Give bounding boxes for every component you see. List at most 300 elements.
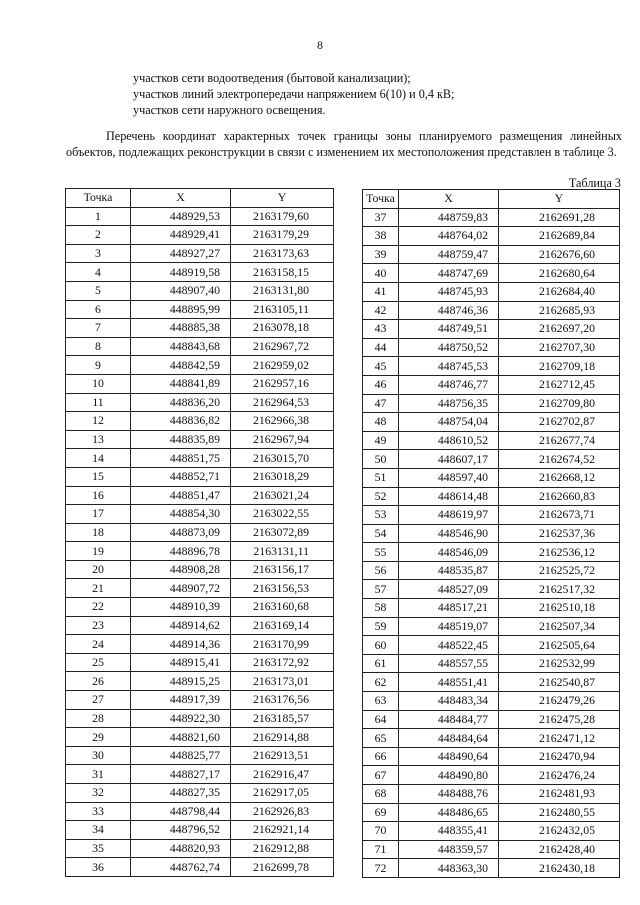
bullet-item: участков линий электропередачи напряжением 6(10) и 0,4 кВ;	[133, 87, 455, 102]
table-row	[66, 356, 334, 375]
cell-point-number: 28	[66, 709, 131, 728]
cell-x-coordinate: 448825,77	[131, 746, 231, 765]
table-row	[66, 300, 334, 319]
cell-point-number: 26	[66, 672, 131, 691]
cell-x-coordinate: 448907,72	[131, 579, 231, 598]
table-row	[363, 524, 620, 543]
cell-y-coordinate: 2163021,24	[231, 486, 334, 505]
table-row	[66, 709, 334, 728]
cell-point-number: 63	[363, 692, 399, 711]
table-row	[363, 840, 620, 859]
cell-y-coordinate: 2162480,55	[499, 803, 620, 822]
table-row	[66, 207, 334, 226]
cell-x-coordinate: 448546,90	[399, 524, 499, 543]
table-row	[66, 430, 334, 449]
table-caption: Таблица 3	[568, 176, 621, 190]
cell-point-number: 11	[66, 393, 131, 412]
cell-y-coordinate: 2162699,78	[231, 858, 334, 877]
cell-point-number: 48	[363, 413, 399, 432]
cell-y-coordinate: 2162676,60	[499, 245, 620, 264]
table-row	[66, 263, 334, 282]
cell-x-coordinate: 448841,89	[131, 374, 231, 393]
cell-x-coordinate: 448910,39	[131, 598, 231, 617]
cell-point-number: 39	[363, 245, 399, 264]
cell-x-coordinate: 448490,64	[399, 747, 499, 766]
table-row	[66, 839, 334, 858]
cell-x-coordinate: 448852,71	[131, 467, 231, 486]
table-row	[363, 208, 620, 227]
cell-x-coordinate: 448907,40	[131, 281, 231, 300]
cell-x-coordinate: 448842,59	[131, 356, 231, 375]
cell-x-coordinate: 448359,57	[399, 840, 499, 859]
cell-y-coordinate: 2162517,32	[499, 580, 620, 599]
cell-y-coordinate: 2163176,56	[231, 691, 334, 710]
cell-x-coordinate: 448484,77	[399, 710, 499, 729]
cell-point-number: 23	[66, 616, 131, 635]
cell-y-coordinate: 2162957,16	[231, 374, 334, 393]
cell-x-coordinate: 448355,41	[399, 822, 499, 841]
cell-y-coordinate: 2163078,18	[231, 319, 334, 338]
cell-y-coordinate: 2163158,15	[231, 263, 334, 282]
cell-y-coordinate: 2163173,63	[231, 244, 334, 263]
cell-point-number: 44	[363, 338, 399, 357]
table-row	[66, 412, 334, 431]
cell-x-coordinate: 448597,40	[399, 468, 499, 487]
table-row	[66, 728, 334, 747]
cell-y-coordinate: 2162926,83	[231, 802, 334, 821]
table-row	[363, 766, 620, 785]
cell-x-coordinate: 448851,47	[131, 486, 231, 505]
table-row	[66, 784, 334, 803]
table-row	[363, 431, 620, 450]
cell-y-coordinate: 2162917,05	[231, 784, 334, 803]
cell-point-number: 62	[363, 673, 399, 692]
cell-x-coordinate: 448827,17	[131, 765, 231, 784]
cell-x-coordinate: 448535,87	[399, 561, 499, 580]
cell-point-number: 43	[363, 320, 399, 339]
cell-point-number: 70	[363, 822, 399, 841]
cell-point-number: 60	[363, 636, 399, 655]
cell-point-number: 31	[66, 765, 131, 784]
cell-point-number: 71	[363, 840, 399, 859]
cell-point-number: 49	[363, 431, 399, 450]
table-row	[363, 413, 620, 432]
table-row	[66, 858, 334, 877]
table-row	[66, 635, 334, 654]
cell-point-number: 34	[66, 821, 131, 840]
cell-x-coordinate: 448922,30	[131, 709, 231, 728]
column-header-y: Y	[499, 190, 620, 209]
cell-y-coordinate: 2162967,94	[231, 430, 334, 449]
cell-x-coordinate: 448557,55	[399, 654, 499, 673]
cell-x-coordinate: 448895,99	[131, 300, 231, 319]
cell-point-number: 13	[66, 430, 131, 449]
cell-point-number: 37	[363, 208, 399, 227]
cell-y-coordinate: 2162476,24	[499, 766, 620, 785]
table-row	[363, 264, 620, 283]
cell-point-number: 17	[66, 505, 131, 524]
cell-y-coordinate: 2163156,17	[231, 560, 334, 579]
cell-point-number: 42	[363, 301, 399, 320]
cell-y-coordinate: 2162428,40	[499, 840, 620, 859]
cell-x-coordinate: 448854,30	[131, 505, 231, 524]
cell-x-coordinate: 448749,51	[399, 320, 499, 339]
cell-x-coordinate: 448896,78	[131, 542, 231, 561]
cell-point-number: 5	[66, 281, 131, 300]
cell-x-coordinate: 448908,28	[131, 560, 231, 579]
cell-x-coordinate: 448486,65	[399, 803, 499, 822]
cell-x-coordinate: 448483,34	[399, 692, 499, 711]
cell-y-coordinate: 2163179,60	[231, 207, 334, 226]
cell-y-coordinate: 2162702,87	[499, 413, 620, 432]
cell-y-coordinate: 2162680,64	[499, 264, 620, 283]
cell-point-number: 38	[363, 227, 399, 246]
cell-y-coordinate: 2162921,14	[231, 821, 334, 840]
cell-point-number: 53	[363, 506, 399, 525]
cell-y-coordinate: 2163173,01	[231, 672, 334, 691]
cell-y-coordinate: 2162510,18	[499, 599, 620, 618]
cell-x-coordinate: 448820,93	[131, 839, 231, 858]
table-row	[363, 617, 620, 636]
cell-y-coordinate: 2162540,87	[499, 673, 620, 692]
cell-x-coordinate: 448745,93	[399, 282, 499, 301]
cell-x-coordinate: 448851,75	[131, 449, 231, 468]
table-row	[66, 802, 334, 821]
cell-point-number: 46	[363, 375, 399, 394]
cell-point-number: 12	[66, 412, 131, 431]
cell-y-coordinate: 2162536,12	[499, 543, 620, 562]
cell-x-coordinate: 448759,83	[399, 208, 499, 227]
cell-x-coordinate: 448917,39	[131, 691, 231, 710]
cell-point-number: 69	[363, 803, 399, 822]
table-row	[363, 803, 620, 822]
cell-x-coordinate: 448835,89	[131, 430, 231, 449]
table-row	[363, 822, 620, 841]
cell-point-number: 54	[363, 524, 399, 543]
cell-y-coordinate: 2162430,18	[499, 859, 620, 878]
cell-point-number: 10	[66, 374, 131, 393]
cell-y-coordinate: 2162685,93	[499, 301, 620, 320]
cell-y-coordinate: 2163156,53	[231, 579, 334, 598]
bullet-item: участков сети водоотведения (бытовой канализации);	[133, 71, 411, 85]
cell-point-number: 21	[66, 579, 131, 598]
cell-point-number: 6	[66, 300, 131, 319]
cell-x-coordinate: 448746,77	[399, 375, 499, 394]
cell-y-coordinate: 2162912,88	[231, 839, 334, 858]
cell-y-coordinate: 2163131,11	[231, 542, 334, 561]
table-row	[66, 765, 334, 784]
table-row	[363, 673, 620, 692]
cell-x-coordinate: 448798,44	[131, 802, 231, 821]
column-header-point: Точка	[66, 189, 131, 208]
table-row	[66, 542, 334, 561]
table-row	[363, 692, 620, 711]
table-row	[66, 337, 334, 356]
bullet-list	[133, 70, 454, 119]
cell-point-number: 68	[363, 785, 399, 804]
cell-x-coordinate: 448754,04	[399, 413, 499, 432]
table-row	[66, 505, 334, 524]
cell-point-number: 22	[66, 598, 131, 617]
cell-x-coordinate: 448756,35	[399, 394, 499, 413]
cell-point-number: 36	[66, 858, 131, 877]
table-row	[363, 487, 620, 506]
cell-point-number: 72	[363, 859, 399, 878]
column-header-x: X	[399, 190, 499, 209]
cell-y-coordinate: 2162471,12	[499, 729, 620, 748]
cell-x-coordinate: 448885,38	[131, 319, 231, 338]
cell-y-coordinate: 2162525,72	[499, 561, 620, 580]
cell-y-coordinate: 2163169,14	[231, 616, 334, 635]
cell-y-coordinate: 2162684,40	[499, 282, 620, 301]
cell-x-coordinate: 448915,25	[131, 672, 231, 691]
cell-point-number: 18	[66, 523, 131, 542]
cell-y-coordinate: 2162914,88	[231, 728, 334, 747]
cell-x-coordinate: 448747,69	[399, 264, 499, 283]
table-row	[363, 375, 620, 394]
coordinates-table-left	[65, 188, 334, 877]
cell-y-coordinate: 2163185,57	[231, 709, 334, 728]
cell-point-number: 1	[66, 207, 131, 226]
column-header-x: X	[131, 189, 231, 208]
cell-y-coordinate: 2163172,92	[231, 653, 334, 672]
table-row	[363, 468, 620, 487]
cell-y-coordinate: 2162532,99	[499, 654, 620, 673]
table-row	[66, 691, 334, 710]
table-row	[363, 599, 620, 618]
table-row	[66, 281, 334, 300]
table-row	[66, 579, 334, 598]
table-row	[363, 357, 620, 376]
cell-point-number: 9	[66, 356, 131, 375]
cell-point-number: 29	[66, 728, 131, 747]
cell-x-coordinate: 448619,97	[399, 506, 499, 525]
table-row	[66, 244, 334, 263]
cell-point-number: 61	[363, 654, 399, 673]
cell-point-number: 67	[363, 766, 399, 785]
table-row	[363, 859, 620, 878]
cell-y-coordinate: 2162507,34	[499, 617, 620, 636]
table-row	[363, 747, 620, 766]
cell-point-number: 50	[363, 450, 399, 469]
table-row	[66, 319, 334, 338]
cell-x-coordinate: 448746,36	[399, 301, 499, 320]
cell-point-number: 65	[363, 729, 399, 748]
cell-x-coordinate: 448484,64	[399, 729, 499, 748]
table-row	[363, 282, 620, 301]
cell-y-coordinate: 2162697,20	[499, 320, 620, 339]
cell-x-coordinate: 448915,41	[131, 653, 231, 672]
cell-point-number: 51	[363, 468, 399, 487]
cell-y-coordinate: 2163170,99	[231, 635, 334, 654]
table-row	[363, 320, 620, 339]
table-row	[363, 338, 620, 357]
cell-y-coordinate: 2162470,94	[499, 747, 620, 766]
cell-point-number: 64	[363, 710, 399, 729]
cell-x-coordinate: 448527,09	[399, 580, 499, 599]
cell-y-coordinate: 2163018,29	[231, 467, 334, 486]
cell-y-coordinate: 2163131,80	[231, 281, 334, 300]
column-header-y: Y	[231, 189, 334, 208]
table-row	[363, 580, 620, 599]
table-row	[66, 393, 334, 412]
cell-point-number: 59	[363, 617, 399, 636]
cell-y-coordinate: 2163072,89	[231, 523, 334, 542]
cell-y-coordinate: 2162709,80	[499, 394, 620, 413]
cell-y-coordinate: 2163015,70	[231, 449, 334, 468]
table-header-row	[66, 189, 334, 208]
table-row	[363, 710, 620, 729]
cell-y-coordinate: 2162709,18	[499, 357, 620, 376]
cell-x-coordinate: 448519,07	[399, 617, 499, 636]
table-row	[363, 654, 620, 673]
cell-point-number: 25	[66, 653, 131, 672]
cell-x-coordinate: 448607,17	[399, 450, 499, 469]
cell-y-coordinate: 2163022,55	[231, 505, 334, 524]
cell-x-coordinate: 448929,53	[131, 207, 231, 226]
table-header-row	[363, 190, 620, 209]
table-row	[363, 450, 620, 469]
cell-x-coordinate: 448836,20	[131, 393, 231, 412]
cell-x-coordinate: 448927,27	[131, 244, 231, 263]
cell-point-number: 57	[363, 580, 399, 599]
cell-x-coordinate: 448522,45	[399, 636, 499, 655]
cell-x-coordinate: 448759,47	[399, 245, 499, 264]
cell-y-coordinate: 2162668,12	[499, 468, 620, 487]
cell-y-coordinate: 2162707,30	[499, 338, 620, 357]
table-row	[363, 301, 620, 320]
cell-x-coordinate: 448827,35	[131, 784, 231, 803]
cell-y-coordinate: 2162916,47	[231, 765, 334, 784]
cell-y-coordinate: 2162537,36	[499, 524, 620, 543]
cell-x-coordinate: 448836,82	[131, 412, 231, 431]
cell-y-coordinate: 2162712,45	[499, 375, 620, 394]
table-row	[66, 598, 334, 617]
cell-y-coordinate: 2162660,83	[499, 487, 620, 506]
cell-point-number: 16	[66, 486, 131, 505]
cell-point-number: 30	[66, 746, 131, 765]
cell-x-coordinate: 448551,41	[399, 673, 499, 692]
cell-point-number: 32	[66, 784, 131, 803]
cell-point-number: 19	[66, 542, 131, 561]
cell-point-number: 3	[66, 244, 131, 263]
cell-y-coordinate: 2162967,72	[231, 337, 334, 356]
cell-point-number: 56	[363, 561, 399, 580]
cell-point-number: 20	[66, 560, 131, 579]
bullet-item: участков сети наружного освещения.	[133, 103, 326, 118]
cell-point-number: 27	[66, 691, 131, 710]
intro-paragraph	[66, 129, 622, 160]
cell-point-number: 8	[66, 337, 131, 356]
table-row	[363, 506, 620, 525]
table-row	[363, 543, 620, 562]
cell-y-coordinate: 2162959,02	[231, 356, 334, 375]
table-row	[363, 227, 620, 246]
page-number: 8	[317, 38, 323, 52]
table-row	[66, 653, 334, 672]
cell-point-number: 14	[66, 449, 131, 468]
cell-y-coordinate: 2162432,05	[499, 822, 620, 841]
cell-x-coordinate: 448919,58	[131, 263, 231, 282]
cell-y-coordinate: 2162689,84	[499, 227, 620, 246]
cell-x-coordinate: 448796,52	[131, 821, 231, 840]
cell-x-coordinate: 448873,09	[131, 523, 231, 542]
cell-y-coordinate: 2162677,74	[499, 431, 620, 450]
cell-x-coordinate: 448914,36	[131, 635, 231, 654]
table-row	[66, 226, 334, 245]
coordinates-table-right	[362, 189, 620, 878]
cell-x-coordinate: 448517,21	[399, 599, 499, 618]
cell-x-coordinate: 448764,02	[399, 227, 499, 246]
cell-point-number: 35	[66, 839, 131, 858]
cell-y-coordinate: 2163179,29	[231, 226, 334, 245]
cell-x-coordinate: 448363,30	[399, 859, 499, 878]
table-row	[66, 449, 334, 468]
cell-x-coordinate: 448929,41	[131, 226, 231, 245]
table-row	[66, 467, 334, 486]
column-header-point: Точка	[363, 190, 399, 209]
cell-y-coordinate: 2162475,28	[499, 710, 620, 729]
cell-point-number: 66	[363, 747, 399, 766]
cell-y-coordinate: 2162913,51	[231, 746, 334, 765]
cell-point-number: 4	[66, 263, 131, 282]
cell-x-coordinate: 448614,48	[399, 487, 499, 506]
intro-paragraph-text: Перечень координат характерных точек границы зоны планируемого размещения линейных объектов, подлежащих реконструкции в связи с изменением их местоположения представлен в таблице 3.	[66, 129, 622, 159]
cell-point-number: 41	[363, 282, 399, 301]
cell-x-coordinate: 448914,62	[131, 616, 231, 635]
table-row	[66, 672, 334, 691]
cell-y-coordinate: 2162673,71	[499, 506, 620, 525]
cell-point-number: 47	[363, 394, 399, 413]
cell-point-number: 24	[66, 635, 131, 654]
cell-x-coordinate: 448610,52	[399, 431, 499, 450]
cell-y-coordinate: 2162964,53	[231, 393, 334, 412]
cell-x-coordinate: 448488,76	[399, 785, 499, 804]
cell-y-coordinate: 2163160,68	[231, 598, 334, 617]
cell-x-coordinate: 448546,09	[399, 543, 499, 562]
table-row	[66, 486, 334, 505]
cell-x-coordinate: 448821,60	[131, 728, 231, 747]
cell-x-coordinate: 448745,53	[399, 357, 499, 376]
table-row	[66, 821, 334, 840]
table-row	[66, 746, 334, 765]
table-row	[66, 616, 334, 635]
cell-point-number: 2	[66, 226, 131, 245]
cell-x-coordinate: 448490,80	[399, 766, 499, 785]
table-row	[363, 561, 620, 580]
table-row	[363, 785, 620, 804]
cell-x-coordinate: 448750,52	[399, 338, 499, 357]
table-row	[66, 560, 334, 579]
table-row	[66, 374, 334, 393]
table-row	[363, 729, 620, 748]
cell-x-coordinate: 448762,74	[131, 858, 231, 877]
cell-y-coordinate: 2162691,28	[499, 208, 620, 227]
cell-point-number: 55	[363, 543, 399, 562]
cell-point-number: 15	[66, 467, 131, 486]
cell-y-coordinate: 2162479,26	[499, 692, 620, 711]
cell-y-coordinate: 2162674,52	[499, 450, 620, 469]
table-row	[363, 394, 620, 413]
table-row	[66, 523, 334, 542]
cell-point-number: 45	[363, 357, 399, 376]
cell-point-number: 33	[66, 802, 131, 821]
cell-point-number: 7	[66, 319, 131, 338]
cell-point-number: 58	[363, 599, 399, 618]
cell-y-coordinate: 2162505,64	[499, 636, 620, 655]
cell-point-number: 52	[363, 487, 399, 506]
cell-x-coordinate: 448843,68	[131, 337, 231, 356]
